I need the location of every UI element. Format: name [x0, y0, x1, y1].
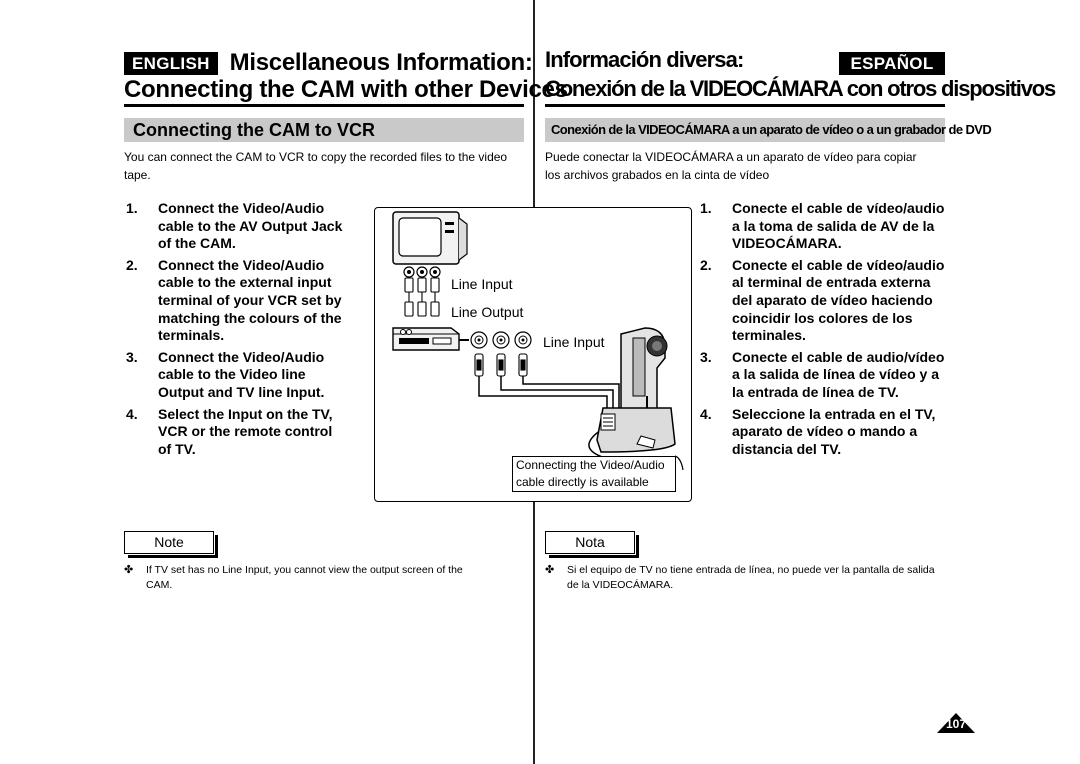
- spanish-title-rule: [545, 104, 945, 107]
- spanish-step: 3. Conecte el cable de audio/vídeo a la salida de línea de vídeo y a la entrada de línea de TV.: [700, 348, 945, 400]
- page-number: [936, 712, 976, 734]
- tv-input-jacks: [403, 264, 441, 277]
- spanish-badge: ESPAÑOL: [839, 52, 945, 75]
- english-note: [124, 563, 484, 593]
- tv-plugs: [405, 278, 439, 316]
- spanish-note-text: Si el equipo de TV no tiene entrada de línea, no puede ver la pantalla de salida de la VIDEOCÁMARA.: [567, 564, 935, 591]
- english-note-text: If TV set has no Line Input, you cannot view the output screen of the CAM.: [146, 564, 463, 591]
- spanish-step: 2. Conecte el cable de vídeo/audio al terminal de entrada externa del aparato de vídeo haciendo coincidir los colores de los terminales.: [700, 256, 945, 344]
- spanish-section-bar: [545, 118, 992, 142]
- english-note-label: Note: [124, 531, 214, 554]
- vcr-plugs: [475, 354, 527, 376]
- vcr-line-input-label: Line Input: [543, 334, 605, 350]
- camcorder-icon: [621, 328, 667, 416]
- bullet-icon: ✤: [124, 564, 134, 576]
- spanish-note: [545, 563, 945, 593]
- spanish-title: Información diversa:: [545, 47, 744, 72]
- english-steps: [126, 200, 348, 462]
- connection-diagram: [374, 207, 692, 502]
- bullet-icon: ✤: [545, 564, 555, 576]
- english-header: [124, 49, 533, 77]
- spanish-intro: Puede conectar la VIDEOCÁMARA a un aparato de vídeo para copiar los archivos grabados en la cinta de vídeo: [545, 150, 917, 182]
- english-section-title: Connecting the CAM to VCR: [133, 120, 375, 140]
- english-section-bar: [124, 118, 524, 142]
- cradle-icon: [597, 408, 675, 452]
- english-step: 2. Connect the Video/Audio cable to the external input terminal of your VCR set by matching the colours of the terminals.: [126, 256, 342, 344]
- tv-line-input-label: Line Input: [451, 276, 513, 292]
- spanish-step: 4. Seleccione la entrada en el TV, aparato de vídeo o mando a distancia del TV.: [700, 405, 936, 457]
- english-step: 4. Select the Input on the TV, VCR or the remote control of TV.: [126, 405, 333, 457]
- vcr-icon: [393, 328, 459, 350]
- english-title-rule: [124, 104, 524, 107]
- diagram-caption: Connecting the Video/Audio cable directly is available: [512, 456, 676, 492]
- caption-pointer: [675, 456, 683, 470]
- spanish-section-title: Conexión de la VIDEOCÁMARA a un aparato de vídeo o a un grabador de DVD: [551, 122, 992, 137]
- english-step: 1. Connect the Video/Audio cable to the AV Output Jack of the CAM.: [126, 200, 343, 252]
- english-badge: ENGLISH: [124, 52, 218, 75]
- vcr-input-jacks: [459, 332, 531, 348]
- spanish-steps: [700, 200, 946, 462]
- english-step: 3. Connect the Video/Audio cable to the Video line Output and TV line Input.: [126, 348, 325, 400]
- spanish-note-label: Nota: [545, 531, 635, 554]
- english-intro: You can connect the CAM to VCR to copy the recorded files to the video tape.: [124, 150, 508, 182]
- english-subtitle: Connecting the CAM with other Devices: [124, 76, 568, 103]
- spanish-step: 1. Conecte el cable de vídeo/audio a la toma de salida de AV de la VIDEOCÁMARA.: [700, 200, 945, 252]
- english-title: Miscellaneous Information:: [229, 49, 533, 76]
- page-number-text: 107: [945, 717, 967, 731]
- spanish-subtitle: Conexión de la VIDEOCÁMARA con otros dispositivos: [545, 76, 1055, 101]
- tv-icon: [393, 212, 467, 264]
- av-cable: [479, 376, 619, 458]
- vcr-line-output-label: Line Output: [451, 304, 524, 320]
